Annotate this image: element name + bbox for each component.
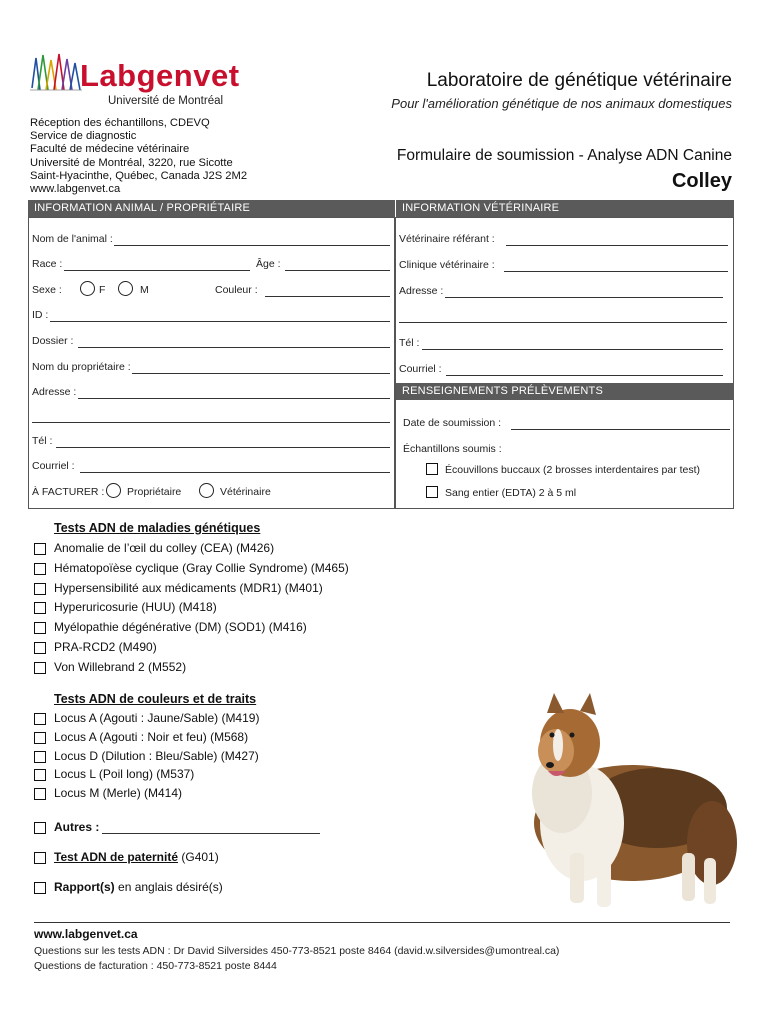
test-label: Locus D (Dilution : Bleu/Sable) (M427) (54, 748, 259, 763)
reception-address (30, 117, 247, 196)
vet-phone-label: Tél : (399, 337, 420, 349)
report-checkbox[interactable] (34, 882, 46, 894)
test-label: Locus A (Agouti : Noir et feu) (M568) (54, 729, 249, 744)
animal-name-label: Nom de l'animal : (32, 233, 113, 245)
bill-owner-radio[interactable] (106, 483, 121, 498)
test-checkbox[interactable] (34, 563, 46, 575)
test-label: Locus M (Merle) (M414) (54, 786, 183, 801)
footer-website-link[interactable]: www.labgenvet.ca (34, 927, 138, 941)
test-label: Myélopathie dégénérative (DM) (SOD1) (M416) (54, 620, 307, 635)
test-checkbox[interactable] (34, 543, 46, 555)
owner-email-label: Courriel : (32, 460, 75, 472)
age-label: Âge : (256, 258, 281, 270)
owner-address-label: Adresse : (32, 386, 77, 398)
report-label-rest: en anglais désiré(s) (118, 880, 223, 894)
report-label (54, 880, 223, 894)
id-field[interactable] (50, 321, 390, 322)
paternity-code: (G401) (181, 850, 219, 864)
test-label: PRA-RCD2 (M490) (54, 639, 157, 654)
test-checkbox[interactable] (34, 642, 46, 654)
submission-date-label: Date de soumission : (403, 417, 502, 429)
sex-label: Sexe : (32, 284, 62, 296)
owner-name-label: Nom du propriétaire : (32, 361, 131, 373)
owner-email-field[interactable] (80, 472, 390, 473)
color-tests-title: Tests ADN de couleurs et de traits (54, 692, 257, 706)
owner-address-field-2[interactable] (32, 422, 390, 423)
address-line: Réception des échantillons, CDEVQ (30, 117, 210, 129)
footer-tests-contact: Questions sur les tests ADN : Dr David Silversides 450-773-8521 poste 8464 (david.w.silversides@umontreal.ca) (34, 945, 560, 957)
breed-title: Colley (671, 170, 732, 192)
color-label: Couleur : (215, 284, 258, 296)
test-checkbox[interactable] (34, 583, 46, 595)
form-title: Formulaire de soumission - Analyse ADN Canine (396, 147, 732, 164)
test-checkbox[interactable] (34, 732, 46, 744)
clinic-label: Clinique vétérinaire : (399, 259, 495, 271)
vet-email-field[interactable] (446, 375, 723, 376)
owner-name-field[interactable] (132, 373, 390, 374)
test-checkbox[interactable] (34, 788, 46, 800)
owner-address-field[interactable] (78, 398, 390, 399)
test-label: Hypersensibilité aux médicaments (MDR1) (M401) (54, 580, 323, 595)
submission-date-field[interactable] (511, 429, 730, 430)
test-label: Anomalie de l’œil du colley (CEA) (M426) (54, 541, 275, 555)
paternity-checkbox[interactable] (34, 852, 46, 864)
paternity-label-bold: Test ADN de paternité (54, 850, 179, 864)
bill-owner-label: Propriétaire (127, 486, 182, 498)
owner-phone-label: Tél : (32, 435, 53, 447)
age-field[interactable] (285, 270, 390, 271)
test-label: Locus A (Agouti : Jaune/Sable) (M419) (54, 711, 260, 725)
test-label: Hématopoïèse cyclique (Gray Collie Syndrome) (M465) (54, 560, 349, 575)
address-line: Saint-Hyacinthe, Québec, Canada J2S 2M2 (30, 169, 248, 182)
address-line: Service de diagnostic (30, 130, 137, 143)
vet-name-field[interactable] (506, 245, 728, 246)
others-field[interactable] (102, 833, 320, 834)
sex-m-label: M (140, 284, 149, 296)
bill-vet-label: Vétérinaire (220, 486, 271, 498)
animal-section-header: INFORMATION ANIMAL / PROPRIÉTAIRE (28, 200, 395, 217)
vet-email-label: Courriel : (399, 363, 442, 375)
vet-address-field-2[interactable] (399, 322, 727, 323)
footer-divider (34, 922, 730, 923)
report-label-bold: Rapport(s) (54, 880, 115, 894)
buccal-swab-checkbox[interactable] (426, 463, 438, 475)
others-label: Autres : (54, 820, 100, 834)
file-label: Dossier : (32, 335, 74, 347)
lab-subtitle: Pour l'amélioration génétique de nos animaux domestiques (391, 96, 732, 111)
color-field[interactable] (265, 296, 390, 297)
blood-label: Sang entier (EDTA) 2 à 5 ml (445, 487, 577, 499)
vet-address-field[interactable] (445, 297, 723, 298)
address-line: Faculté de médecine vétérinaire (30, 143, 190, 156)
others-checkbox[interactable] (34, 822, 46, 834)
animal-name-field[interactable] (114, 245, 390, 246)
sex-m-radio[interactable] (118, 281, 133, 296)
test-checkbox[interactable] (34, 602, 46, 614)
vet-phone-field[interactable] (422, 349, 723, 350)
vet-section-header: INFORMATION VÉTÉRINAIRE (396, 200, 734, 217)
bill-vet-radio[interactable] (199, 483, 214, 498)
race-field[interactable] (64, 270, 250, 271)
sex-f-label: F (99, 284, 106, 296)
collie-dog-image (492, 683, 742, 919)
footer-billing-contact: Questions de facturation : 450-773-8521 poste 8444 (34, 960, 277, 972)
sex-f-radio[interactable] (80, 281, 95, 296)
race-label: Race : (32, 258, 63, 270)
paternity-label (54, 850, 219, 864)
address-line: Université de Montréal, 3220, rue Sicotte (30, 156, 233, 169)
test-label: Locus L (Poil long) (M537) (54, 767, 195, 782)
test-label: Hyperuricosurie (HUU) (M418) (54, 600, 217, 615)
owner-phone-field[interactable] (56, 447, 390, 448)
logo-subtitle: Université de Montréal (108, 95, 224, 107)
test-checkbox[interactable] (34, 622, 46, 634)
test-checkbox[interactable] (34, 713, 46, 725)
website-link[interactable]: www.labgenvet.ca (30, 183, 121, 196)
clinic-field[interactable] (504, 271, 728, 272)
id-label: ID : (32, 309, 49, 321)
blood-checkbox[interactable] (426, 486, 438, 498)
test-checkbox[interactable] (34, 662, 46, 674)
vet-address-label: Adresse : (399, 285, 444, 297)
sample-section-header: RENSEIGNEMENTS PRÉLÈVEMENTS (396, 383, 734, 400)
lab-title: Laboratoire de génétique vétérinaire (426, 70, 732, 91)
test-checkbox[interactable] (34, 751, 46, 763)
billing-label: À FACTURER : (32, 486, 105, 498)
disease-tests-title: Tests ADN de maladies génétiques (54, 521, 261, 535)
logo-text: Labgenvet (80, 58, 240, 93)
samples-submitted-label: Échantillons soumis : (403, 443, 502, 455)
test-checkbox[interactable] (34, 769, 46, 781)
buccal-swab-label: Écouvillons buccaux (2 brosses interdentaires par test) (445, 464, 701, 476)
test-label: Von Willebrand 2 (M552) (54, 659, 187, 674)
vet-name-label: Vétérinaire référant : (399, 233, 495, 245)
file-field[interactable] (78, 347, 390, 348)
